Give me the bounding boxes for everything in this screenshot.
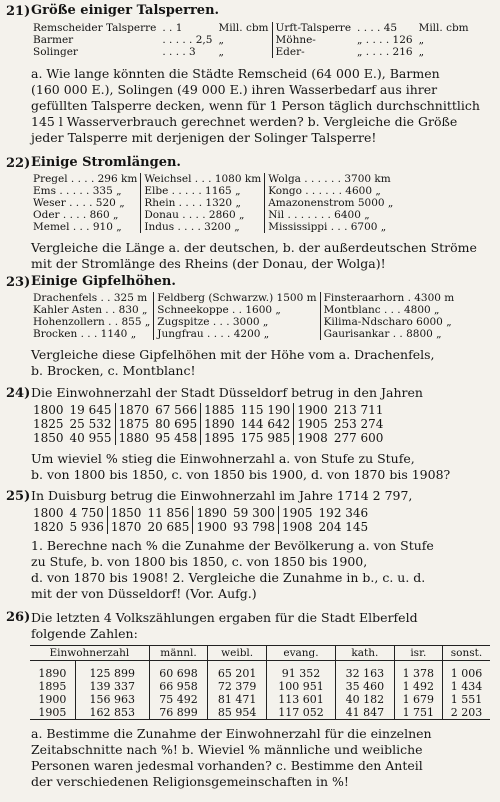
value: 95 458: [155, 431, 198, 445]
text-line: Die letzten 4 Volkszählungen ergaben für die Stadt Elberfeld: [31, 610, 418, 625]
cell: 1 551: [442, 693, 490, 706]
cell: 1 006: [442, 667, 490, 680]
problem-number-26: 26): [6, 610, 31, 625]
right-unit: „: [418, 46, 425, 58]
cell: Elbe . . . . . 1165 „: [141, 185, 265, 197]
cell: 75 492: [149, 693, 208, 706]
problem-22-title: Einige Stromlängen.: [31, 155, 181, 170]
table-row: [30, 693, 490, 706]
year: 1800: [33, 506, 64, 520]
cell: 65 201: [208, 667, 267, 680]
cell: Jungfrau . . . . 4200 „: [154, 328, 320, 340]
text-line: folgende Zahlen:: [31, 626, 138, 641]
text-line: b. Brocken, c. Montblanc!: [31, 363, 196, 378]
cell: Memel . . . 910 „: [33, 221, 122, 233]
cell: Hohenzollern . . 855 „: [33, 316, 151, 328]
problem-24-population-table: [30, 403, 386, 445]
text-line: zu Stufe, b. von 1800 bis 1850, c. von 1850 bis 1900,: [31, 554, 368, 569]
cell: 72 379: [208, 680, 267, 693]
problem-number-23: 23): [6, 275, 31, 290]
year: 1905: [279, 506, 316, 520]
right-name: Urft-Talsperre: [272, 22, 354, 34]
year: 1800: [33, 403, 64, 417]
value: 175 985: [240, 431, 291, 445]
cell: Schneekoppe . . 1600 „: [154, 304, 320, 316]
value: 4 750: [69, 506, 104, 520]
column-header: evang.: [266, 646, 335, 661]
cell: Rhein . . . . 1320 „: [141, 197, 265, 209]
cell: 162 853: [75, 706, 149, 720]
cell: Kahler Asten . . 830 „: [33, 304, 148, 316]
column-header: kath.: [336, 646, 395, 661]
right-value: „ . . . . 216: [357, 46, 413, 58]
value: 93 798: [233, 520, 275, 534]
left-value: . . 1: [162, 22, 183, 34]
problem-25-intro: In Duisburg betrug die Einwohnerzahl im Jahre 1714 2 797,: [31, 488, 413, 503]
cell: 2 203: [442, 706, 490, 720]
problem-24-text: [31, 451, 491, 483]
text-line: a. Bestimme die Zunahme der Einwohnerzahl für die einzelnen: [31, 726, 432, 741]
year: 1850: [33, 431, 64, 445]
cell: 113 601: [266, 693, 335, 706]
text-line: d. von 1870 bis 1908! 2. Vergleiche die Zunahme in b., c. u. d.: [31, 570, 426, 585]
cell: Finsteraarhorn . 4300 m: [320, 292, 457, 304]
cell: Nil . . . . . . . 6400 „: [265, 209, 397, 221]
left-name: Barmer: [33, 34, 74, 46]
left-name: Remscheider Talsperre: [33, 22, 157, 34]
cell: 60 698: [149, 667, 208, 680]
value: 213 711: [333, 403, 384, 417]
text-line: Vergleiche die Länge a. der deutschen, b. der außerdeutschen Ströme: [31, 240, 477, 255]
value: 144 642: [240, 417, 291, 431]
cell: Kilima-Ndscharo 6000 „: [320, 316, 457, 328]
value: 5 936: [69, 520, 104, 534]
text-line: Um wieviel % stieg die Einwohnerzahl a. von Stufe zu Stufe,: [31, 451, 415, 466]
cell: 76 899: [149, 706, 208, 720]
table-row: [30, 706, 490, 720]
problem-21-reservoir-list: [30, 22, 472, 58]
right-value: . . . . 45: [357, 22, 398, 34]
cell: Montblanc . . . 4800 „: [320, 304, 457, 316]
cell: 100 951: [266, 680, 335, 693]
elberfeld-census-table: [30, 645, 490, 720]
problem-26-text: [31, 726, 491, 790]
cell: Mississippi . . . 6700 „: [265, 221, 397, 233]
text-line: jeder Talsperre mit derjenigen der Solinger Talsperre!: [31, 130, 377, 145]
column-header: männl.: [149, 646, 208, 661]
value: 192 346: [318, 506, 369, 520]
column-header: sonst.: [442, 646, 490, 661]
value: 19 645: [69, 403, 112, 417]
cell: Ems . . . . . 335 „: [33, 185, 122, 197]
text-line: b. von 1800 bis 1850, c. von 1850 bis 1900, d. von 1870 bis 1908?: [31, 467, 451, 482]
year: 1825: [33, 417, 64, 431]
right-unit: Mill. cbm: [418, 22, 469, 34]
cell: 40 182: [336, 693, 395, 706]
text-line: 145 l Wasserverbrauch gerechnet werden? b. Vergleiche die Größe: [31, 114, 458, 129]
problem-number-22: 22): [6, 156, 31, 171]
problem-24-intro: Die Einwohnerzahl der Stadt Düsseldorf betrug in den Jahren: [31, 385, 423, 400]
right-unit: „: [418, 34, 425, 46]
left-value: . . . . . 2,5: [162, 34, 213, 46]
cell: 1895: [38, 679, 67, 693]
year: 1880: [115, 431, 152, 445]
year: 1900: [193, 520, 230, 534]
cell: Gaurisankar . . 8800 „: [320, 328, 457, 340]
value: 25 532: [69, 417, 112, 431]
problem-25-text: [31, 538, 491, 602]
right-value: „ . . . . 126: [357, 34, 413, 46]
problem-23-title: Einige Gipfelhöhen.: [31, 274, 176, 289]
year: 1895: [201, 431, 238, 445]
right-name: Eder-: [272, 46, 354, 58]
year: 1850: [107, 506, 144, 520]
cell: 1905: [38, 705, 67, 719]
left-unit: Mill. cbm: [218, 22, 269, 34]
column-header: Einwohnerzahl: [30, 646, 149, 661]
text-line: mit der Stromlänge des Rheins (der Donau, der Wolga)!: [31, 256, 386, 271]
cell: Feldberg (Schwarzw.) 1500 m: [154, 292, 320, 304]
cell: 91 352: [266, 667, 335, 680]
cell: Pregel . . . . 296 km: [33, 173, 138, 185]
cell: 32 163: [336, 667, 395, 680]
left-unit: „: [218, 34, 224, 46]
value: 20 685: [147, 520, 190, 534]
table-row: [30, 680, 490, 693]
cell: Brocken . . . 1140 „: [33, 328, 137, 340]
cell: Donau . . . . 2860 „: [141, 209, 265, 221]
problem-number-21: 21): [6, 4, 31, 19]
text-line: gefüllten Talsperre decken, wenn für 1 Person täglich durchschnittlich: [31, 98, 480, 113]
problem-21-title: Größe einiger Talsperren.: [31, 3, 220, 18]
cell: 117 052: [266, 706, 335, 720]
problem-number-25: 25): [6, 489, 31, 504]
cell: Oder . . . . 860 „: [33, 209, 119, 221]
left-unit: „: [218, 46, 224, 58]
year: 1908: [279, 520, 316, 534]
left-name: Solinger: [33, 46, 78, 58]
problem-25-population-table: [30, 506, 371, 534]
cell: 1 492: [394, 680, 442, 693]
problem-23-text: [31, 347, 491, 379]
column-header: weibl.: [208, 646, 267, 661]
cell: Weser . . . . 520 „: [33, 197, 125, 209]
year: 1905: [294, 417, 331, 431]
column-header: isr.: [394, 646, 442, 661]
problem-23-peak-table: [30, 292, 457, 340]
cell: Drachenfels . . 325 m: [33, 292, 148, 304]
year: 1908: [294, 431, 331, 445]
problem-21-text: [31, 66, 491, 146]
cell: 81 471: [208, 693, 267, 706]
value: 253 274: [333, 417, 384, 431]
value: 277 600: [333, 431, 384, 445]
text-line: a. Wie lange könnten die Städte Remscheid (64 000 E.), Barmen: [31, 66, 440, 81]
value: 40 955: [69, 431, 112, 445]
value: 80 695: [155, 417, 198, 431]
year: 1890: [201, 417, 238, 431]
text-line: Personen waren jedesmal vorhanden? c. Bestimme den Anteil: [31, 758, 423, 773]
problem-22-river-table: [30, 173, 396, 233]
cell: Amazonenstrom 5000 „: [265, 197, 397, 209]
cell: 1 751: [394, 706, 442, 720]
cell: 156 963: [75, 693, 149, 706]
text-line: Zeitabschnitte nach %! b. Wieviel % männliche und weibliche: [31, 742, 423, 757]
cell: Zugspitze . . . 3000 „: [154, 316, 320, 328]
cell: Kongo . . . . . . 4600 „: [265, 185, 397, 197]
cell: 85 954: [208, 706, 267, 720]
cell: 1 378: [394, 667, 442, 680]
value: 204 145: [318, 520, 369, 534]
value: 67 566: [155, 403, 198, 417]
cell: 1 434: [442, 680, 490, 693]
table-row: [30, 667, 490, 680]
cell: 1890: [38, 666, 67, 680]
text-line: 1. Berechne nach % die Zunahme der Bevölkerung a. von Stufe: [31, 538, 434, 553]
problem-22-text: [31, 240, 491, 272]
cell: 139 337: [75, 680, 149, 693]
left-value: . . . . 3: [162, 46, 196, 58]
text-line: der verschiedenen Religionsgemeinschaften in %!: [31, 774, 349, 789]
cell: 125 899: [75, 667, 149, 680]
cell: 1900: [38, 692, 67, 706]
year: 1870: [107, 520, 144, 534]
year: 1875: [115, 417, 152, 431]
year: 1900: [294, 403, 331, 417]
text-line: (160 000 E.), Solingen (49 000 E.) ihren Wasserbedarf aus ihrer: [31, 82, 438, 97]
value: 59 300: [233, 506, 275, 520]
problem-number-24: 24): [6, 386, 31, 401]
cell: Weichsel . . . 1080 km: [141, 173, 265, 185]
cell: 35 460: [336, 680, 395, 693]
right-name: Möhne-: [272, 34, 354, 46]
year: 1890: [193, 506, 230, 520]
text-line: Vergleiche diese Gipfelhöhen mit der Höhe vom a. Drachenfels,: [31, 347, 435, 362]
cell: 41 847: [336, 706, 395, 720]
problem-26-intro: [31, 610, 491, 642]
cell: 66 958: [149, 680, 208, 693]
cell: Wolga . . . . . . 3700 km: [265, 173, 397, 185]
year: 1870: [115, 403, 152, 417]
text-line: mit der von Düsseldorf! (Vor. Aufg.): [31, 586, 257, 601]
cell: 1 679: [394, 693, 442, 706]
cell: Indus . . . . 3200 „: [141, 221, 265, 233]
value: 11 856: [147, 506, 190, 520]
year: 1820: [33, 520, 64, 534]
year: 1885: [201, 403, 238, 417]
value: 115 190: [240, 403, 291, 417]
